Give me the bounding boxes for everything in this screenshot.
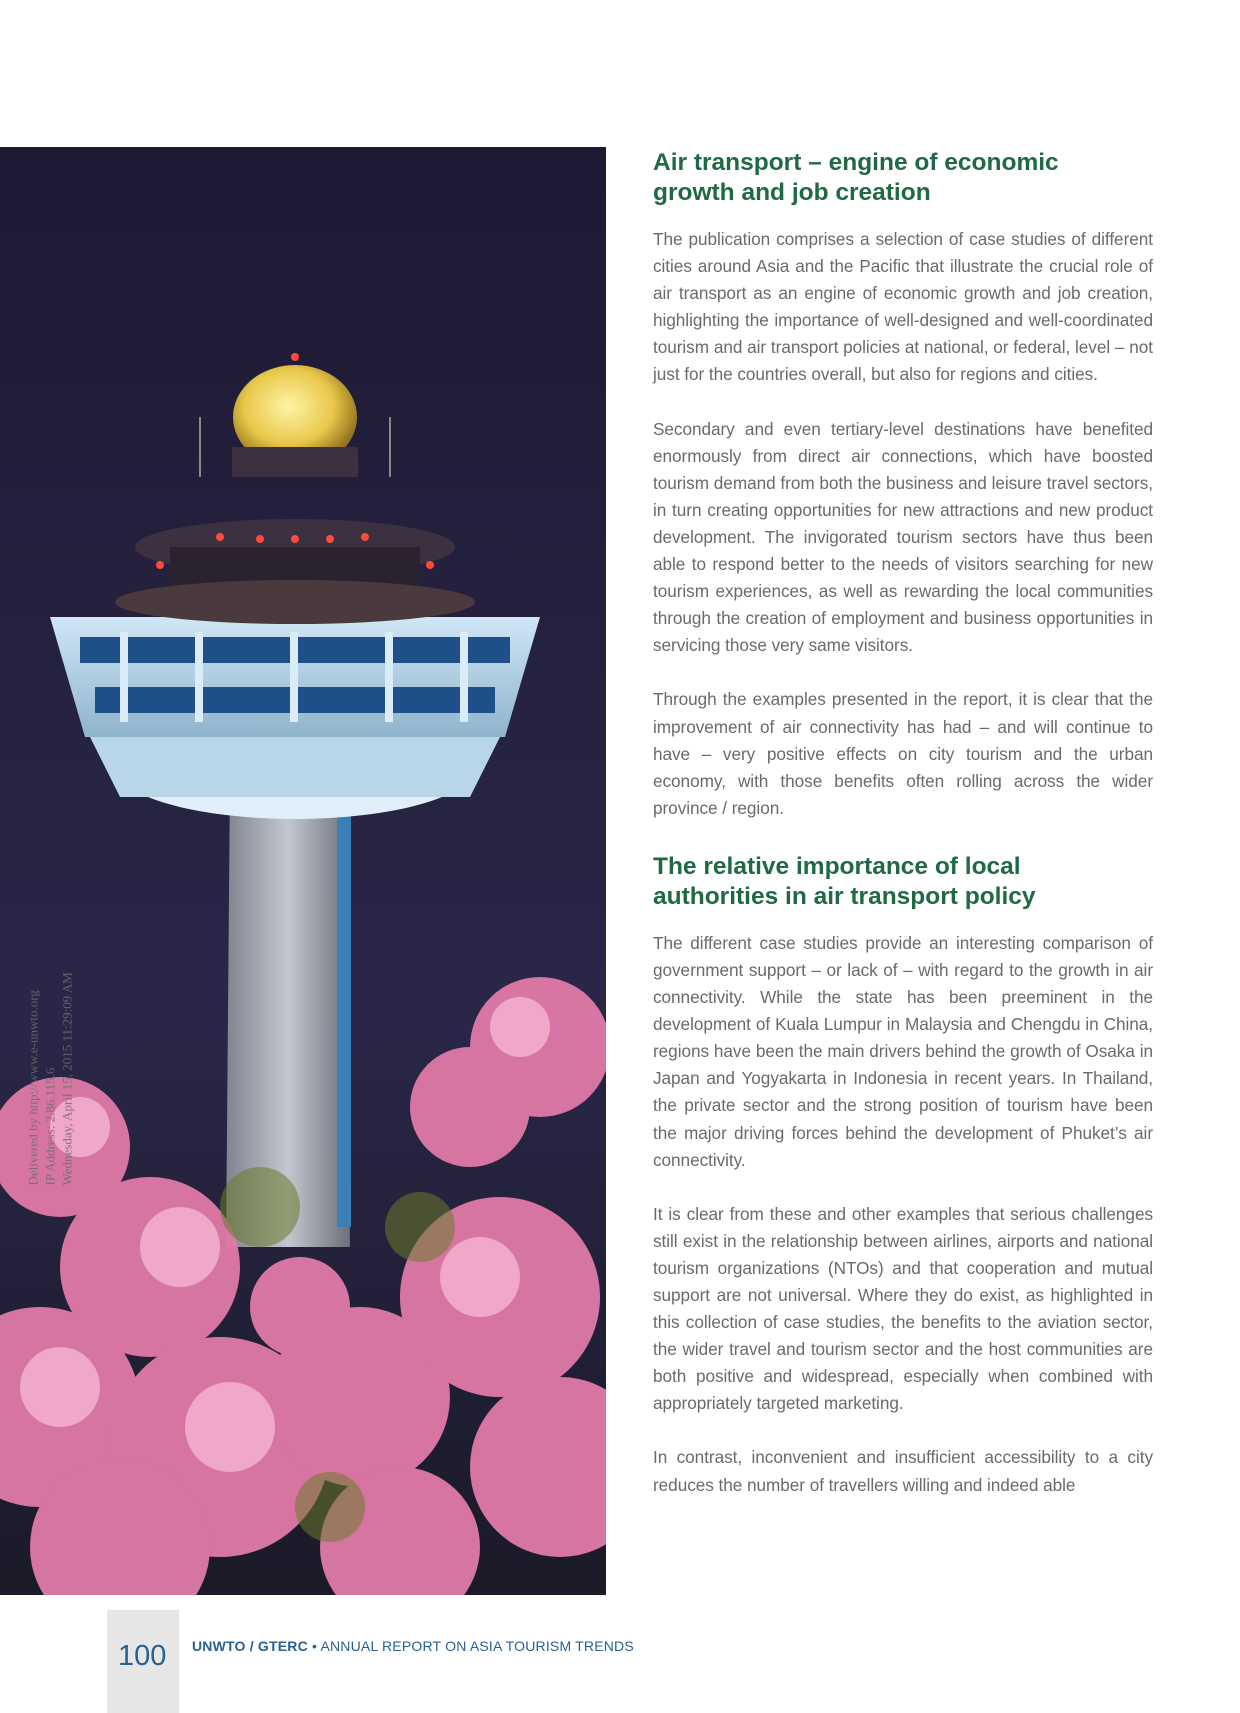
body-paragraph: It is clear from these and other examples that serious challenges still exist in the relationship between airlines, airports and national tourism organizations (NTOs) and that cooperation and mutual support are not universal. Where they do exist, as highlighted in this collection of case studies, the benefits to the aviation sector, the wider travel and tourism sector and the host communities are both positive and widespread, especially when combined with appropriately targeted marketing. <box>653 1203 1153 1414</box>
heading-line: Air transport – engine of economic <box>653 149 1059 176</box>
body-paragraph: Through the examples presented in the report, it is clear that the improvement of air connectivity has had – and will continue to have – very positive effects on city tourism and the urban economy, with those benefits often rolling across the wider province / region. <box>653 689 1153 818</box>
watermark-line: IP Address: 2.86.115.6 <box>42 1067 58 1186</box>
watermark-line: Wednesday, April 15, 2015 11:29:09 AM <box>59 972 75 1186</box>
body-paragraph: In contrast, inconvenient and insufficient accessibility to a city reduces the number of travellers willing and indeed able <box>653 1447 1153 1495</box>
heading-line: authorities in air transport policy <box>653 882 1036 910</box>
footer-brand: UNWTO / GTERC <box>192 1638 308 1654</box>
body-paragraph: Secondary and even tertiary-level destinations have benefited enormously from direct air connections, which have boosted tourism demand from both the business and leisure travel sectors, in turn creating opportunities for new attractions and new product development. The invigorated tourism sectors have thus been able to respond better to the needs of visitors searching for new tourism experiences, as well as rewarding the local communities through the creation of employment and business opportunities in servicing those very same visitors. <box>653 418 1153 656</box>
delivery-watermark <box>25 786 76 1186</box>
footer-separator: • <box>312 1638 318 1654</box>
running-footer <box>192 1638 634 1654</box>
article-column <box>653 148 1153 1499</box>
body-paragraph: The publication comprises a selection of case studies of different cities around Asia and the Pacific that illustrate the crucial role of air transport as an engine of economic growth and job creation, highlighting the importance of well-designed and well-coordinated tourism and air transport policies at national, or federal, level – not just for the countries overall, but also for regions and cities. <box>653 229 1153 385</box>
footer-report-title: ANNUAL REPORT ON ASIA TOURISM TRENDS <box>320 1638 634 1654</box>
heading-line: growth and job creation <box>653 179 931 206</box>
section-heading <box>653 148 1153 208</box>
body-paragraph: The different case studies provide an interesting comparison of government support – or lack of – with regard to the growth in air connectivity. While the state has been preeminent in the development of Kuala Lumpur in Malaysia and Chengdu in China, regions have been the main drivers behind the growth of Osaka in Japan and Yogyakarta in Indonesia in recent years. In Thailand, the private sector and the strong position of tourism have been the major driving forces behind the development of Phuket’s air connectivity. <box>653 932 1153 1170</box>
section-heading <box>653 852 1153 912</box>
watermark-line: Delivered by http://www.e-unwto.org <box>25 990 41 1186</box>
control-tower-photo <box>0 147 606 1595</box>
page-number: 100 <box>118 1640 167 1672</box>
heading-line: The relative importance of local <box>653 852 1021 880</box>
